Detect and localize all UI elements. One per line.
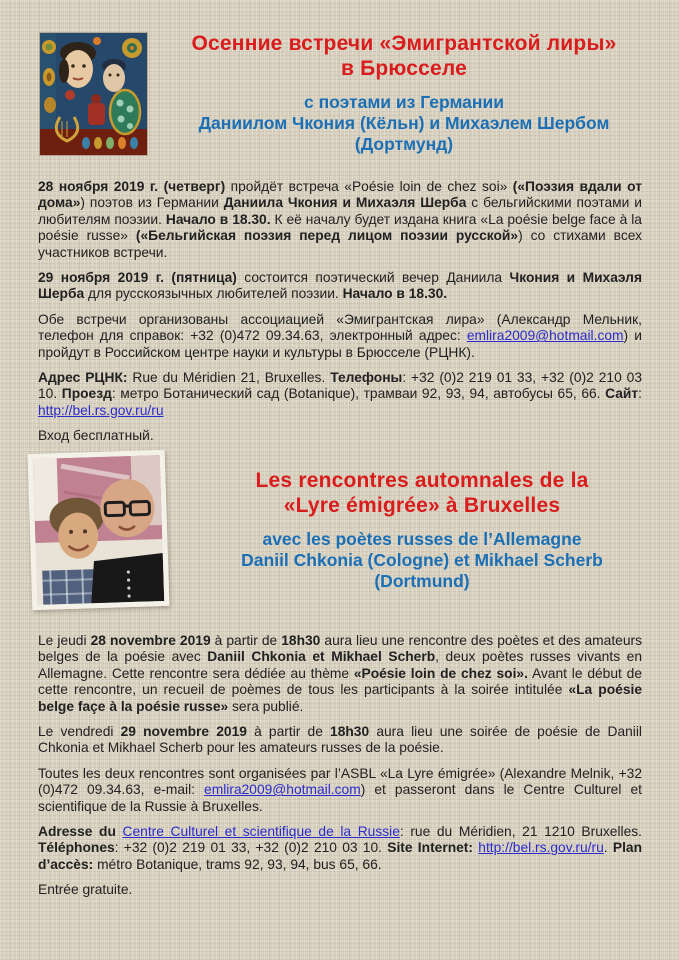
hyperlink[interactable]: http://bel.rs.gov.ru/ru: [478, 840, 604, 856]
russian-title-line2: в Брюсселе: [340, 57, 468, 80]
bold-text: Plan d’accès:: [38, 840, 643, 872]
french-header: [188, 468, 656, 592]
french-body: [38, 633, 642, 908]
bold-text: 28 ноября 2019 г. (четверг): [38, 179, 226, 194]
text: Обе встречи организованы ассоциацией «Эмигрантская лира» (Александр Мельник, телефон для справок: +32 (0)472 09.34.63, электронный адрес:: [38, 311, 642, 344]
text: : rue du Méridien, 21 1210 Bruxelles.: [399, 824, 642, 840]
french-title: [188, 468, 656, 518]
text: ) со стихами всех участников встречи.: [38, 228, 642, 260]
text: à partir de: [246, 724, 331, 740]
text: : +32 (0)2 219 01 33, +32 (0)2 210 03 10.: [38, 370, 643, 402]
russian-subtitle-line2: Даниилом Чкония (Кёльн) и Михаэлем Шербом: [198, 113, 610, 133]
text: à partir de: [210, 633, 282, 648]
bold-text: 18h30: [330, 724, 370, 740]
bold-text: Сайт: [605, 386, 639, 402]
paragraph-ru-1: [38, 179, 642, 261]
russian-title: [150, 31, 658, 81]
text: sera publié.: [228, 698, 304, 714]
russian-title-line1: Осенние встречи «Эмигрантской лиры»: [191, 32, 617, 55]
bold-text: Site Internet:: [387, 840, 473, 856]
russian-subtitle-line3: (Дортмунд): [354, 134, 454, 154]
text: :: [638, 386, 642, 402]
text: Вход бесплатный.: [38, 428, 154, 444]
bold-text: Даниила Чкония и Михаэля Шерба: [223, 195, 467, 211]
bold-text: Начало в 18.30.: [342, 286, 448, 302]
text: aura lieu une rencontre des poètes et des amateurs belges de la poésie avec: [38, 633, 642, 665]
text: : метро Ботанический сад (Botanique), трамваи 92, 93, 94, автобусы 65, 66.: [111, 386, 606, 402]
text: К её началу будет издана книга «La poésie belge face à la poésie russe»: [38, 211, 642, 244]
bold-text: Начало в 18.30.: [165, 211, 271, 227]
text: пройдёт встреча «Poésie loin de chez soi»: [225, 179, 513, 194]
bold-text: «Poésie loin de chez soi».: [353, 665, 528, 681]
text: .: [603, 840, 613, 856]
hyperlink[interactable]: http://bel.rs.gov.ru/ru: [38, 402, 164, 418]
russian-body: [38, 179, 642, 454]
paragraph-fr-2: [38, 724, 642, 757]
poets-photo: [28, 450, 170, 610]
bold-text: Daniil Chkonia et Mikhael Scherb: [207, 649, 436, 665]
bold-text: 29 novembre 2019: [120, 724, 247, 740]
bold-text: Телефоны: [330, 370, 403, 386]
text: Le jeudi: [38, 633, 91, 648]
bold-text: 29 ноября 2019 г. (пятница): [38, 270, 237, 286]
hyperlink[interactable]: emlira2009@hotmail.com: [204, 782, 361, 798]
text: Toutes les deux rencontres sont organisées par l’ASBL «La Lyre émigrée» (Alexandre Melnik, +32 (0)472 09.34.63, e-mail:: [38, 765, 642, 798]
bold-text: Adresse du: [38, 824, 123, 840]
russian-header: [150, 31, 658, 155]
paragraph-fr-3: [38, 766, 642, 815]
bold-text: Проезд: [61, 386, 112, 402]
text: для русскоязычных любителей поэзии.: [84, 286, 343, 302]
paragraph-fr-5: [38, 882, 642, 898]
text: Entrée gratuite.: [38, 882, 133, 898]
paragraph-fr-1: [38, 633, 642, 715]
paragraph-ru-4: [38, 370, 642, 419]
folk-art-painting-image: [40, 33, 147, 155]
text: Avant le début de cette rencontre, un recueil de poèmes de tous les participants à la soirée intitulée: [38, 665, 642, 698]
french-subtitle-line3: (Dortmund): [374, 571, 470, 591]
bold-text: Téléphones: [38, 840, 115, 856]
french-subtitle-line1: avec les poètes russes de l’Allemagne: [262, 529, 582, 549]
paragraph-ru-3: [38, 312, 642, 361]
text: состоится поэтический вечер Даниила: [236, 270, 510, 286]
french-title-line2: «Lyre émigrée» à Bruxelles: [283, 494, 561, 517]
bold-text: 18h30: [281, 633, 321, 648]
text: Le vendredi: [38, 724, 121, 740]
text: ) поэтов из Германии: [80, 195, 224, 211]
text: ) и пройдут в Российском центре науки и культуры в Брюсселе (РЦНК).: [38, 328, 642, 360]
folk-art-illustration: [40, 33, 147, 155]
bold-text: «La poésie belge façe à la poésie russe»: [38, 682, 642, 714]
french-subtitle-line2: Daniil Chkonia (Cologne) et Mikhael Scherb: [241, 550, 603, 570]
text: ) et passeront dans le Centre Culturel et scientifique de la Russie à Bruxelles.: [38, 782, 642, 814]
text: , deux poètes russes vivants en Allemagne. Cette rencontre sera dédiée au thème: [38, 649, 642, 681]
paragraph-ru-5: [38, 428, 642, 444]
hyperlink[interactable]: emlira2009@hotmail.com: [466, 328, 624, 344]
text: : +32 (0)2 219 01 33, +32 (0)2 210 03 10.: [114, 840, 388, 856]
bold-text: («Поэзия вдали от дома»: [38, 179, 642, 211]
russian-subtitle: [150, 92, 658, 155]
paragraph-ru-2: [38, 270, 642, 303]
bold-text: Адрес РЦНК:: [38, 370, 128, 386]
russian-subtitle-line1: с поэтами из Германии: [303, 92, 504, 112]
text: aura lieu une soirée de poésie de Daniil Chkonia et Mikhael Scherb pour les amateurs russes de la poésie.: [38, 724, 642, 756]
text: métro Botanique, trams 92, 93, 94, bus 65, 66.: [93, 856, 382, 872]
text: Rue du Méridien 21, Bruxelles.: [127, 370, 331, 386]
hyperlink[interactable]: Centre Culturel et scientifique de la Russie: [122, 824, 400, 840]
bold-text: («Бельгийская поэзия перед лицом поэзии русской»: [135, 228, 519, 244]
bold-text: Чкония и Михаэля Шерба: [38, 270, 642, 302]
two-poets-photograph: [33, 455, 165, 605]
bold-text: 28 novembre 2019: [90, 633, 211, 648]
paragraph-fr-4: [38, 824, 642, 873]
french-subtitle: [188, 529, 656, 592]
text: с бельгийскими поэтами и любителям поэзии.: [38, 195, 642, 227]
french-title-line1: Les rencontres automnales de la: [255, 469, 589, 492]
